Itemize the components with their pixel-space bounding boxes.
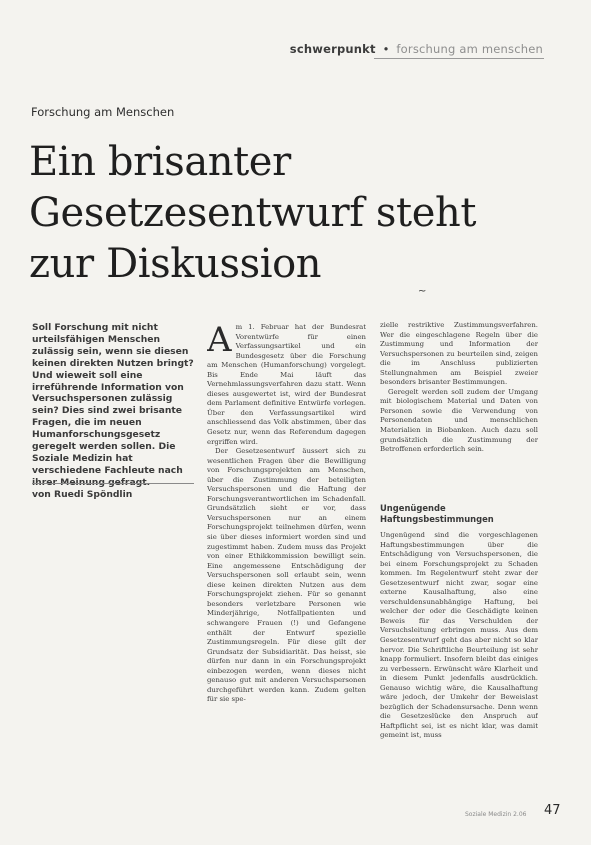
body-column-2-continued (380, 531, 538, 815)
topic-label: forschung am menschen (396, 42, 543, 56)
header-rule (374, 58, 544, 59)
body-column-1 (207, 323, 366, 811)
body-paragraph: Der Gesetzesentwurf äussert sich zu wesentlichen Fragen über die Bewilligung von Forschungsprojekten am Menschen, über die Zustimmung der beteiligten Versuchspersonen und die Haftung der Forschungsverantwortlichen im Schadenfall. Grundsätzlich sieht er vor, dass Versuchspersonen nur an einem Forschungsprojekt teilnehmen dürfen, wenn sie über dieses informiert worden sind und zugestimmt haben. Zudem muss das Projekt von einer Ethikkommission bewilligt sein. Eine angemessene Entschädigung der Versuchspersonen soll erlaubt sein, wenn diese keinen direkten Nutzen aus dem Forschungsprojekt ziehen. Für so genannt besonders verletzbare Personen wie Minderjährige, Notfallpatienten und schwangere Frauen (!) und Gefangene enthält der Entwurf spezielle Zustimmungsregeln. Für diese gilt der Grundsatz der Subsidiarität. Das heisst, sie dürfen nur dann in ein Forschungsprojekt einbezogen werden, wenn dieses nicht genauso gut mit anderen Versuchspersonen durchgeführt werden kann. Zudem gelten für sie spe- (207, 447, 366, 704)
separator-dot: • (382, 42, 390, 56)
byline-rule (32, 483, 194, 484)
page-number: 47 (544, 803, 561, 818)
stray-mark: ~ (418, 286, 427, 297)
footer-publication: Soziale Medizin 2.06 (465, 811, 527, 818)
section-label: schwerpunkt (289, 42, 376, 56)
body-paragraph (207, 323, 366, 447)
section-header (290, 42, 543, 56)
headline: Ein brisanter Gesetzesentwurf steht zur Diskussion (29, 139, 477, 287)
body-paragraph: Geregelt werden soll zudem der Umgang mit biologischem Material und Daten von Personen sowie die Verwendung von Personendaten und menschlichen Materialien in Biobanken. Auch dazu soll grundsätzlich die Zustimmung der Betroffenen erforderlich sein. (380, 387, 538, 454)
subheading: Ungenügende Haftungsbestimmungen (380, 503, 494, 524)
body-text: m 1. Februar hat der Bundesrat Vorentwürfe für einen Verfassungsartikel und ein Bundesgesetz über die Forschung am Menschen (Humanforschung) vorgelegt. Bis Ende Mai läuft das Vernehmlassungsverfahren dazu statt. Wenn dieses ausgewertet ist, wird der Bundesrat dem Parlament definitive Entwürfe vorlegen. Über den Verfassungsartikel wird anschliessend das Volk abstimmen, über das Gesetz nur, wenn das Referendum dagegen ergriffen wird. (207, 323, 366, 446)
body-paragraph: Ungenügend sind die vorgeschlagenen Haftungsbestimmungen über die Entschädigung von Versuchspersonen, die bei einem Forschungsprojekt zu Schaden kommen. Im Regelentwurf steht zwar der Gesetzesentwurf nicht zwar, sogar eine externe Kausalhaftung, also eine verschuldensunabhängige Haftung, bei welcher der oder die Geschädigte keinen Beweis für das Verschulden der Versuchsleitung erbringen muss. Aus dem Gesetzesentwurf geht das aber nicht so klar hervor. Die Schriftliche Beurteilung ist sehr knapp formuliert. Insofern bleibt das einiges zu verbessern. Erwünscht wäre Klarheit und in diesem Punkt jedenfalls ausdrücklich. Genauso wichtig wäre, die Kausalhaftung wäre jedoch, der Umkehr der Beweislast bezüglich der Schadensursache. Denn wenn die Gesetzeslücke den Anspruch auf Haftpflicht sei, ist es nicht klar, was damit gemeint ist, muss (380, 531, 538, 740)
lead-paragraph: Soll Forschung mit nicht urteilsfähigen Menschen zulässig sein, wenn sie diesen keinen direkten Nutzen bringt? Und wieweit soll eine irreführende Information von Versuchspersonen zulässig sein? Dies sind zwei brisante Fragen, die im neuen Humanforschungsgesetz geregelt werden sollen. Die Soziale Medizin hat verschiedene Fachleute nach (32, 322, 194, 476)
drop-cap: A (207, 323, 232, 360)
body-column-2 (380, 321, 538, 481)
byline: von Ruedi Spöndlin (32, 489, 133, 500)
kicker: Forschung am Menschen (31, 105, 175, 119)
body-paragraph: zielle restriktive Zustimmungsverfahren. Wer die eingeschlagene Regeln über die Zustimmung und Information der Versuchspersonen zu beurteilen sind, zeigen die im Anschluss publizierten Stellungnahmen am Beispiel zweier besonders brisanter Bestimmungen. (380, 321, 538, 387)
